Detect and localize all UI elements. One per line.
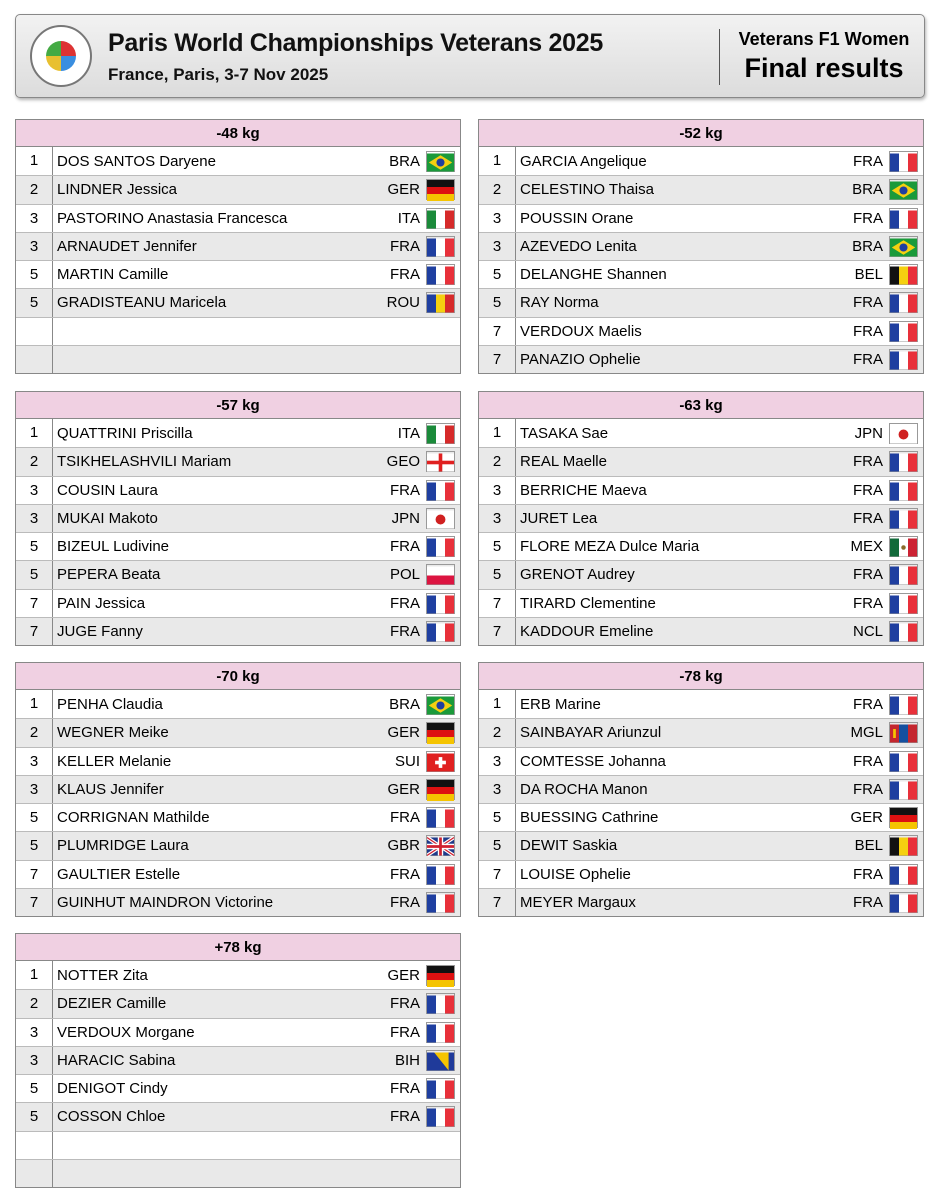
country-code: FRA — [390, 538, 420, 556]
athlete-name: TSIKHELASHVILI Mariam — [57, 453, 232, 471]
weight-category-header: -57 kg — [16, 392, 460, 419]
athlete-name: PAIN Jessica — [57, 594, 146, 612]
athlete-name: KADDOUR Emeline — [520, 622, 654, 640]
country-code: BRA — [389, 152, 420, 170]
country-code: FRA — [853, 152, 883, 170]
country-code: FRA — [390, 237, 420, 255]
rank: 1 — [479, 690, 516, 718]
rank: 1 — [16, 690, 53, 718]
fra-flag-icon — [426, 480, 455, 501]
sui-flag-icon — [426, 751, 455, 772]
athlete-name: BUESSING Cathrine — [520, 809, 659, 827]
country-code: NCL — [852, 622, 883, 640]
rank: 5 — [479, 289, 516, 316]
divider — [719, 29, 720, 85]
country-code: BRA — [852, 237, 883, 255]
country-code: FRA — [853, 780, 883, 798]
athlete-name: JURET Lea — [520, 509, 598, 527]
country-code: BRA — [389, 695, 420, 713]
rank: 5 — [479, 804, 516, 831]
rank: 2 — [479, 448, 516, 475]
athlete-name: GAULTIER Estelle — [57, 865, 181, 883]
athlete-name: POUSSIN Orane — [520, 209, 634, 227]
rank: 1 — [16, 419, 53, 447]
table-row — [479, 560, 923, 588]
weight-category-table — [15, 933, 461, 1188]
fra-flag-icon — [426, 807, 455, 828]
table-row — [479, 288, 923, 316]
bra-flag-icon — [426, 151, 455, 172]
country-code: FRA — [853, 481, 883, 499]
rank: 1 — [16, 147, 53, 175]
country-code: FRA — [853, 294, 883, 312]
country-code: FRA — [390, 1023, 420, 1041]
country-code: JPN — [391, 509, 420, 527]
ger-flag-icon — [426, 179, 455, 200]
table-row — [16, 175, 460, 203]
country-code: FRA — [853, 509, 883, 527]
fra-flag-icon — [889, 593, 918, 614]
weight-category-header: +78 kg — [16, 934, 460, 961]
fra-flag-icon — [426, 593, 455, 614]
athlete-name: TIRARD Clementine — [520, 594, 656, 612]
weight-category-header: -70 kg — [16, 663, 460, 690]
table-row — [16, 690, 460, 718]
fra-flag-icon — [426, 1106, 455, 1127]
country-code: FRA — [390, 594, 420, 612]
athlete-name: MEYER Margaux — [520, 893, 636, 911]
rank: 2 — [16, 719, 53, 746]
table-row — [479, 147, 923, 175]
table-row — [479, 447, 923, 475]
fra-flag-icon — [889, 892, 918, 913]
rank: 3 — [16, 1047, 53, 1074]
country-code: FRA — [390, 995, 420, 1013]
country-code: JPN — [854, 424, 883, 442]
fra-flag-icon — [889, 321, 918, 342]
bra-flag-icon — [889, 236, 918, 257]
country-code: FRA — [390, 266, 420, 284]
rank: 7 — [16, 889, 53, 916]
bih-flag-icon — [426, 1050, 455, 1071]
table-row — [16, 860, 460, 888]
rank: 3 — [16, 477, 53, 504]
athlete-name: KELLER Melanie — [57, 752, 172, 770]
table-row — [479, 718, 923, 746]
country-code: GER — [387, 966, 420, 984]
fra-flag-icon — [426, 993, 455, 1014]
country-code: FRA — [390, 865, 420, 883]
country-code: BEL — [854, 266, 883, 284]
ger-flag-icon — [426, 722, 455, 743]
athlete-name: BIZEUL Ludivine — [57, 538, 170, 556]
athlete-name: WEGNER Meike — [57, 724, 169, 742]
rank: 1 — [16, 961, 53, 989]
fra-flag-icon — [889, 208, 918, 229]
athlete-name: DENIGOT Cindy — [57, 1080, 168, 1098]
table-row — [16, 589, 460, 617]
table-row — [479, 803, 923, 831]
athlete-name: QUATTRINI Priscilla — [57, 424, 193, 442]
table-row — [16, 532, 460, 560]
country-code: ROU — [386, 294, 420, 312]
country-code: FRA — [853, 893, 883, 911]
country-code: MEX — [850, 538, 883, 556]
table-row — [16, 447, 460, 475]
table-row — [16, 775, 460, 803]
table-row — [16, 419, 460, 447]
athlete-name: TASAKA Sae — [520, 424, 609, 442]
rank: 7 — [479, 861, 516, 888]
bel-flag-icon — [889, 264, 918, 285]
fra-flag-icon — [889, 779, 918, 800]
rank: 2 — [16, 448, 53, 475]
table-row — [479, 345, 923, 373]
fra-flag-icon — [889, 480, 918, 501]
fra-flag-icon — [889, 751, 918, 772]
fra-flag-icon — [889, 451, 918, 472]
country-code: FRA — [853, 453, 883, 471]
athlete-name: RAY Norma — [520, 294, 599, 312]
table-row — [16, 147, 460, 175]
country-code: FRA — [853, 322, 883, 340]
table-row — [16, 1131, 460, 1159]
rank: 7 — [479, 318, 516, 345]
athlete-name: FLORE MEZA Dulce Maria — [520, 538, 700, 556]
table-row — [16, 617, 460, 645]
rank — [16, 1160, 53, 1187]
country-code: FRA — [390, 1080, 420, 1098]
athlete-name: COMTESSE Johanna — [520, 752, 666, 770]
table-row — [479, 860, 923, 888]
country-code: FRA — [390, 481, 420, 499]
rank: 3 — [16, 505, 53, 532]
ncl-flag-icon — [889, 621, 918, 642]
gbr-flag-icon — [426, 835, 455, 856]
weight-category-table — [15, 391, 461, 646]
rank: 5 — [16, 1103, 53, 1130]
rank: 7 — [16, 861, 53, 888]
athlete-name: COSSON Chloe — [57, 1108, 166, 1126]
fra-flag-icon — [426, 864, 455, 885]
fra-flag-icon — [889, 864, 918, 885]
athlete-name: VERDOUX Maelis — [520, 322, 642, 340]
athlete-name: VERDOUX Morgane — [57, 1023, 195, 1041]
rank: 3 — [16, 1019, 53, 1046]
results-status: Final results — [744, 53, 904, 83]
weight-category-table — [478, 662, 924, 917]
geo-flag-icon — [426, 451, 455, 472]
rank: 3 — [479, 776, 516, 803]
table-row — [16, 1159, 460, 1187]
athlete-name: ERB Marine — [520, 695, 601, 713]
rank — [16, 1132, 53, 1159]
weight-category-header: -63 kg — [479, 392, 923, 419]
table-row — [16, 504, 460, 532]
fra-flag-icon — [426, 621, 455, 642]
table-row — [479, 175, 923, 203]
rank: 7 — [479, 618, 516, 645]
ger-flag-icon — [426, 779, 455, 800]
athlete-name: PANAZIO Ophelie — [520, 350, 641, 368]
rank: 3 — [479, 477, 516, 504]
country-code: GER — [387, 181, 420, 199]
athlete-name: DOS SANTOS Daryene — [57, 152, 216, 170]
bra-flag-icon — [426, 694, 455, 715]
athlete-name: CORRIGNAN Mathilde — [57, 809, 210, 827]
table-row — [16, 1046, 460, 1074]
rank: 5 — [16, 561, 53, 588]
table-row — [479, 504, 923, 532]
rank: 1 — [479, 147, 516, 175]
rank: 5 — [16, 804, 53, 831]
table-row — [16, 204, 460, 232]
table-row — [479, 260, 923, 288]
country-code: FRA — [853, 695, 883, 713]
fra-flag-icon — [889, 694, 918, 715]
ita-flag-icon — [426, 423, 455, 444]
bra-flag-icon — [889, 179, 918, 200]
rank: 5 — [16, 533, 53, 560]
athlete-name: MUKAI Makoto — [57, 509, 158, 527]
category-label: Veterans F1 Women — [738, 29, 910, 49]
fra-flag-icon — [889, 292, 918, 313]
athlete-name: KLAUS Jennifer — [57, 780, 164, 798]
table-row — [479, 476, 923, 504]
country-code: MGL — [850, 724, 883, 742]
rank: 7 — [479, 590, 516, 617]
rank: 3 — [16, 748, 53, 775]
rank: 7 — [479, 889, 516, 916]
table-row — [479, 419, 923, 447]
country-code: FRA — [853, 350, 883, 368]
ita-flag-icon — [426, 208, 455, 229]
country-code: POL — [389, 566, 420, 584]
athlete-name: PASTORINO Anastasia Francesca — [57, 209, 288, 227]
fra-flag-icon — [889, 151, 918, 172]
country-code: FRA — [853, 594, 883, 612]
fra-flag-icon — [889, 564, 918, 585]
table-row — [16, 1074, 460, 1102]
table-row — [16, 831, 460, 859]
athlete-name: JUGE Fanny — [57, 622, 143, 640]
table-row — [16, 232, 460, 260]
athlete-name: COUSIN Laura — [57, 481, 158, 499]
weight-category-header: -48 kg — [16, 120, 460, 147]
country-code: GER — [850, 809, 883, 827]
country-code: GER — [387, 724, 420, 742]
rank: 3 — [16, 776, 53, 803]
table-row — [16, 317, 460, 345]
rank: 2 — [16, 176, 53, 203]
rank: 3 — [479, 505, 516, 532]
country-code: GEO — [386, 453, 420, 471]
fra-flag-icon — [426, 264, 455, 285]
athlete-name: AZEVEDO Lenita — [520, 237, 637, 255]
rank: 7 — [479, 346, 516, 373]
fra-flag-icon — [426, 1078, 455, 1099]
table-row — [16, 260, 460, 288]
jpn-flag-icon — [889, 423, 918, 444]
event-title: Paris World Championships Veterans 2025 — [108, 29, 603, 57]
rank: 2 — [479, 176, 516, 203]
country-code: SUI — [394, 752, 420, 770]
athlete-name: DELANGHE Shannen — [520, 266, 667, 284]
table-row — [16, 888, 460, 916]
mgl-flag-icon — [889, 722, 918, 743]
rank: 7 — [16, 590, 53, 617]
mex-flag-icon — [889, 536, 918, 557]
table-row — [16, 803, 460, 831]
table-row — [16, 560, 460, 588]
rank: 3 — [479, 748, 516, 775]
athlete-name: LOUISE Ophelie — [520, 865, 631, 883]
country-code: FRA — [390, 809, 420, 827]
rank: 5 — [16, 832, 53, 859]
rank: 5 — [479, 533, 516, 560]
country-code: GBR — [387, 837, 420, 855]
country-code: FRA — [390, 893, 420, 911]
rank: 5 — [479, 261, 516, 288]
table-row — [16, 747, 460, 775]
rank: 7 — [16, 618, 53, 645]
ger-flag-icon — [426, 965, 455, 986]
athlete-name: DEWIT Saskia — [520, 837, 618, 855]
table-row — [16, 961, 460, 989]
country-code: BEL — [854, 837, 883, 855]
table-row — [479, 747, 923, 775]
athlete-name: LINDNER Jessica — [57, 181, 178, 199]
fra-flag-icon — [426, 536, 455, 557]
athlete-name: NOTTER Zita — [57, 966, 148, 984]
weight-category-table — [15, 119, 461, 374]
ijf-logo-icon — [30, 25, 92, 87]
table-row — [479, 532, 923, 560]
country-code: GER — [387, 780, 420, 798]
bel-flag-icon — [889, 835, 918, 856]
weight-category-header: -52 kg — [479, 120, 923, 147]
country-code: FRA — [853, 566, 883, 584]
athlete-name: REAL Maelle — [520, 453, 607, 471]
weight-category-header: -78 kg — [479, 663, 923, 690]
rank: 3 — [479, 233, 516, 260]
weight-category-table — [478, 391, 924, 646]
results-header — [15, 14, 925, 98]
table-row — [16, 718, 460, 746]
table-row — [16, 989, 460, 1017]
table-row — [479, 232, 923, 260]
rank — [16, 318, 53, 345]
athlete-name: BERRICHE Maeva — [520, 481, 647, 499]
athlete-name: DA ROCHA Manon — [520, 780, 648, 798]
rank: 5 — [479, 561, 516, 588]
table-row — [479, 690, 923, 718]
fra-flag-icon — [426, 1022, 455, 1043]
table-row — [479, 831, 923, 859]
fra-flag-icon — [426, 892, 455, 913]
athlete-name: CELESTINO Thaisa — [520, 181, 654, 199]
country-code: FRA — [853, 752, 883, 770]
athlete-name: PEPERA Beata — [57, 566, 161, 584]
rank: 5 — [16, 289, 53, 316]
country-code: FRA — [853, 865, 883, 883]
athlete-name: MARTIN Camille — [57, 266, 169, 284]
rank: 3 — [16, 205, 53, 232]
country-code: ITA — [397, 424, 420, 442]
table-row — [479, 317, 923, 345]
athlete-name: SAINBAYAR Ariunzul — [520, 724, 662, 742]
table-row — [479, 888, 923, 916]
table-row — [16, 345, 460, 373]
table-row — [16, 1018, 460, 1046]
ger-flag-icon — [889, 807, 918, 828]
fra-flag-icon — [889, 508, 918, 529]
country-code: ITA — [397, 209, 420, 227]
table-row — [16, 1102, 460, 1130]
pol-flag-icon — [426, 564, 455, 585]
rank: 5 — [479, 832, 516, 859]
jpn-flag-icon — [426, 508, 455, 529]
rank: 5 — [16, 1075, 53, 1102]
country-code: FRA — [853, 209, 883, 227]
country-code: BRA — [852, 181, 883, 199]
rank: 1 — [479, 419, 516, 447]
event-subtitle: France, Paris, 3-7 Nov 2025 — [108, 65, 329, 84]
rank: 2 — [479, 719, 516, 746]
athlete-name: PENHA Claudia — [57, 695, 163, 713]
table-row — [16, 288, 460, 316]
athlete-name: GARCIA Angelique — [520, 152, 647, 170]
country-code: FRA — [390, 1108, 420, 1126]
athlete-name: DEZIER Camille — [57, 995, 167, 1013]
rank: 5 — [16, 261, 53, 288]
table-row — [479, 204, 923, 232]
country-code: BIH — [394, 1051, 420, 1069]
weight-category-table — [15, 662, 461, 917]
fra-flag-icon — [889, 349, 918, 370]
athlete-name: GUINHUT MAINDRON Victorine — [57, 893, 274, 911]
athlete-name: PLUMRIDGE Laura — [57, 837, 189, 855]
athlete-name: ARNAUDET Jennifer — [57, 237, 197, 255]
fra-flag-icon — [426, 236, 455, 257]
athlete-name: HARACIC Sabina — [57, 1051, 176, 1069]
table-row — [16, 476, 460, 504]
table-row — [479, 589, 923, 617]
athlete-name: GRENOT Audrey — [520, 566, 635, 584]
rank: 3 — [479, 205, 516, 232]
table-row — [479, 775, 923, 803]
rou-flag-icon — [426, 292, 455, 313]
weight-category-table — [478, 119, 924, 374]
country-code: FRA — [390, 622, 420, 640]
athlete-name: GRADISTEANU Maricela — [57, 294, 227, 312]
rank: 2 — [16, 990, 53, 1017]
table-row — [479, 617, 923, 645]
rank: 3 — [16, 233, 53, 260]
rank — [16, 346, 53, 373]
